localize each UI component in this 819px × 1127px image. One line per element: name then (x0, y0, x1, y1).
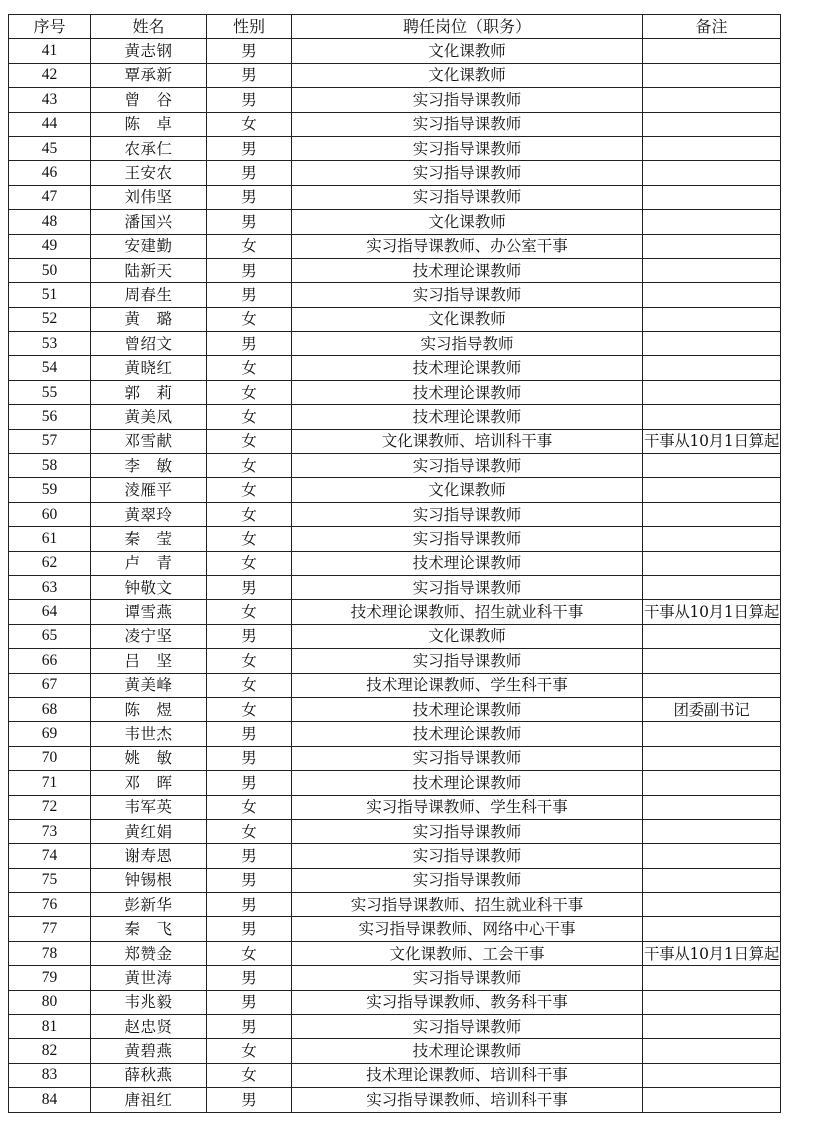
row-index-cell: 59 (9, 478, 91, 502)
row-index-cell: 46 (9, 161, 91, 185)
header-index: 序号 (9, 15, 91, 39)
row-name-cell: 邓 晖 (91, 771, 207, 795)
row-name-cell: 彭新华 (91, 893, 207, 917)
row-index-cell: 67 (9, 673, 91, 697)
row-remark-cell (643, 575, 781, 599)
row-position-cell: 实习指导课教师 (292, 844, 643, 868)
row-name-cell: 黄 璐 (91, 307, 207, 331)
row-remark-cell (643, 1063, 781, 1087)
row-gender-cell: 女 (207, 673, 292, 697)
table-body (9, 39, 781, 1112)
row-position-cell: 技术理论课教师 (292, 722, 643, 746)
row-name-cell: 黄美峰 (91, 673, 207, 697)
row-gender-cell: 男 (207, 283, 292, 307)
row-remark-cell (643, 722, 781, 746)
row-name-cell: 韦世杰 (91, 722, 207, 746)
table-row (9, 600, 781, 624)
row-gender-cell: 女 (207, 600, 292, 624)
row-gender-cell: 男 (207, 258, 292, 282)
row-remark-cell: 干事从10月1日算起 (643, 941, 781, 965)
row-position-cell: 实习指导课教师、网络中心干事 (292, 917, 643, 941)
row-index-cell: 69 (9, 722, 91, 746)
row-name-cell: 吕 坚 (91, 649, 207, 673)
row-name-cell: 淩雁平 (91, 478, 207, 502)
row-index-cell: 47 (9, 185, 91, 209)
row-position-cell: 实习指导课教师 (292, 746, 643, 770)
table-row (9, 990, 781, 1014)
row-name-cell: 黄红娟 (91, 819, 207, 843)
row-name-cell: 赵忠贤 (91, 1015, 207, 1039)
row-position-cell: 实习指导教师 (292, 332, 643, 356)
row-name-cell: 钟锡根 (91, 868, 207, 892)
row-gender-cell: 女 (207, 819, 292, 843)
row-position-cell: 技术理论课教师、学生科干事 (292, 673, 643, 697)
table-row (9, 332, 781, 356)
table-row (9, 185, 781, 209)
row-position-cell: 实习指导课教师 (292, 868, 643, 892)
row-name-cell: 潘国兴 (91, 210, 207, 234)
row-remark-cell (643, 868, 781, 892)
row-name-cell: 黄世涛 (91, 966, 207, 990)
row-gender-cell: 男 (207, 332, 292, 356)
row-position-cell: 实习指导课教师 (292, 502, 643, 526)
row-gender-cell: 男 (207, 771, 292, 795)
row-position-cell: 文化课教师 (292, 63, 643, 87)
row-remark-cell (643, 185, 781, 209)
table-row (9, 1015, 781, 1039)
row-index-cell: 77 (9, 917, 91, 941)
row-remark-cell (643, 39, 781, 63)
table-row (9, 161, 781, 185)
table-row (9, 258, 781, 282)
row-gender-cell: 男 (207, 575, 292, 599)
row-position-cell: 文化课教师、工会干事 (292, 941, 643, 965)
row-remark-cell (643, 893, 781, 917)
row-index-cell: 75 (9, 868, 91, 892)
row-position-cell: 实习指导课教师、招生就业科干事 (292, 893, 643, 917)
row-remark-cell: 干事从10月1日算起 (643, 600, 781, 624)
row-remark-cell: 团委副书记 (643, 697, 781, 721)
row-index-cell: 83 (9, 1063, 91, 1087)
row-position-cell: 文化课教师 (292, 478, 643, 502)
row-remark-cell: 干事从10月1日算起 (643, 429, 781, 453)
table-row (9, 234, 781, 258)
row-gender-cell: 男 (207, 63, 292, 87)
row-index-cell: 55 (9, 380, 91, 404)
row-position-cell: 实习指导课教师 (292, 136, 643, 160)
row-remark-cell (643, 380, 781, 404)
row-remark-cell (643, 527, 781, 551)
row-name-cell: 凌宁坚 (91, 624, 207, 648)
header-gender: 性别 (207, 15, 292, 39)
header-remark: 备注 (643, 15, 781, 39)
row-index-cell: 48 (9, 210, 91, 234)
row-gender-cell: 女 (207, 112, 292, 136)
table-row (9, 63, 781, 87)
row-name-cell: 谢寿恩 (91, 844, 207, 868)
row-remark-cell (643, 136, 781, 160)
row-index-cell: 68 (9, 697, 91, 721)
table-row (9, 39, 781, 63)
row-gender-cell: 女 (207, 234, 292, 258)
row-index-cell: 58 (9, 454, 91, 478)
row-index-cell: 73 (9, 819, 91, 843)
row-remark-cell (643, 88, 781, 112)
table-row (9, 868, 781, 892)
row-gender-cell: 男 (207, 868, 292, 892)
row-name-cell: 郭 莉 (91, 380, 207, 404)
row-name-cell: 谭雪燕 (91, 600, 207, 624)
row-position-cell: 实习指导课教师、办公室干事 (292, 234, 643, 258)
table-row (9, 746, 781, 770)
row-index-cell: 51 (9, 283, 91, 307)
row-gender-cell: 男 (207, 844, 292, 868)
row-index-cell: 50 (9, 258, 91, 282)
row-name-cell: 秦 莹 (91, 527, 207, 551)
table-row (9, 966, 781, 990)
row-index-cell: 54 (9, 356, 91, 380)
table-row (9, 88, 781, 112)
row-gender-cell: 男 (207, 185, 292, 209)
table-row (9, 502, 781, 526)
row-index-cell: 70 (9, 746, 91, 770)
table-header-row (9, 15, 781, 39)
table-row (9, 136, 781, 160)
row-name-cell: 覃承新 (91, 63, 207, 87)
row-name-cell: 黄志钢 (91, 39, 207, 63)
row-gender-cell: 女 (207, 502, 292, 526)
table-row (9, 527, 781, 551)
table-row (9, 307, 781, 331)
staff-roster-table (8, 14, 781, 1113)
row-remark-cell (643, 502, 781, 526)
row-remark-cell (643, 405, 781, 429)
row-remark-cell (643, 649, 781, 673)
row-name-cell: 邓雪献 (91, 429, 207, 453)
header-position: 聘任岗位（职务） (292, 15, 643, 39)
row-index-cell: 43 (9, 88, 91, 112)
row-index-cell: 64 (9, 600, 91, 624)
row-index-cell: 60 (9, 502, 91, 526)
row-remark-cell (643, 161, 781, 185)
table-row (9, 405, 781, 429)
table-row (9, 551, 781, 575)
row-position-cell: 实习指导课教师、学生科干事 (292, 795, 643, 819)
row-index-cell: 63 (9, 575, 91, 599)
row-remark-cell (643, 673, 781, 697)
table-row (9, 210, 781, 234)
row-index-cell: 52 (9, 307, 91, 331)
row-gender-cell: 女 (207, 1063, 292, 1087)
row-index-cell: 66 (9, 649, 91, 673)
row-remark-cell (643, 234, 781, 258)
row-gender-cell: 男 (207, 990, 292, 1014)
row-position-cell: 实习指导课教师 (292, 966, 643, 990)
row-position-cell: 技术理论课教师、培训科干事 (292, 1063, 643, 1087)
row-position-cell: 实习指导课教师、培训科干事 (292, 1088, 643, 1112)
row-remark-cell (643, 210, 781, 234)
row-name-cell: 李 敏 (91, 454, 207, 478)
row-name-cell: 陆新天 (91, 258, 207, 282)
row-index-cell: 56 (9, 405, 91, 429)
row-name-cell: 黄美凤 (91, 405, 207, 429)
row-remark-cell (643, 746, 781, 770)
row-gender-cell: 女 (207, 356, 292, 380)
row-name-cell: 王安农 (91, 161, 207, 185)
row-index-cell: 84 (9, 1088, 91, 1112)
table-row (9, 917, 781, 941)
row-gender-cell: 女 (207, 795, 292, 819)
table-row (9, 649, 781, 673)
row-name-cell: 黄晓红 (91, 356, 207, 380)
row-name-cell: 唐祖红 (91, 1088, 207, 1112)
row-gender-cell: 男 (207, 210, 292, 234)
row-remark-cell (643, 112, 781, 136)
row-name-cell: 郑赞金 (91, 941, 207, 965)
row-position-cell: 文化课教师 (292, 307, 643, 331)
table-row (9, 1063, 781, 1087)
row-remark-cell (643, 478, 781, 502)
row-index-cell: 41 (9, 39, 91, 63)
row-gender-cell: 女 (207, 1039, 292, 1063)
row-gender-cell: 男 (207, 88, 292, 112)
row-gender-cell: 男 (207, 1015, 292, 1039)
row-position-cell: 实习指导课教师 (292, 527, 643, 551)
row-remark-cell (643, 624, 781, 648)
row-gender-cell: 男 (207, 722, 292, 746)
row-name-cell: 农承仁 (91, 136, 207, 160)
table-row (9, 673, 781, 697)
row-position-cell: 技术理论课教师、招生就业科干事 (292, 600, 643, 624)
row-name-cell: 秦 飞 (91, 917, 207, 941)
row-name-cell: 曾 谷 (91, 88, 207, 112)
row-position-cell: 实习指导课教师 (292, 185, 643, 209)
table-row (9, 454, 781, 478)
row-remark-cell (643, 819, 781, 843)
row-name-cell: 黄翠玲 (91, 502, 207, 526)
row-remark-cell (643, 454, 781, 478)
row-name-cell: 刘伟坚 (91, 185, 207, 209)
row-gender-cell: 男 (207, 966, 292, 990)
row-remark-cell (643, 356, 781, 380)
row-gender-cell: 男 (207, 917, 292, 941)
row-gender-cell: 女 (207, 941, 292, 965)
row-remark-cell (643, 966, 781, 990)
row-index-cell: 80 (9, 990, 91, 1014)
row-name-cell: 卢 青 (91, 551, 207, 575)
row-position-cell: 技术理论课教师 (292, 405, 643, 429)
table-row (9, 478, 781, 502)
table-row (9, 356, 781, 380)
row-gender-cell: 女 (207, 307, 292, 331)
row-gender-cell: 男 (207, 746, 292, 770)
row-position-cell: 实习指导课教师 (292, 88, 643, 112)
table-row (9, 380, 781, 404)
row-remark-cell (643, 795, 781, 819)
table-row (9, 893, 781, 917)
row-gender-cell: 女 (207, 405, 292, 429)
table-row (9, 941, 781, 965)
row-position-cell: 实习指导课教师 (292, 649, 643, 673)
row-remark-cell (643, 283, 781, 307)
row-index-cell: 61 (9, 527, 91, 551)
row-gender-cell: 女 (207, 429, 292, 453)
table-row (9, 1088, 781, 1112)
row-remark-cell (643, 844, 781, 868)
row-name-cell: 韦军英 (91, 795, 207, 819)
row-remark-cell (643, 1088, 781, 1112)
row-index-cell: 82 (9, 1039, 91, 1063)
row-position-cell: 技术理论课教师 (292, 551, 643, 575)
row-gender-cell: 男 (207, 161, 292, 185)
table-row (9, 771, 781, 795)
row-position-cell: 技术理论课教师 (292, 1039, 643, 1063)
table-row (9, 1039, 781, 1063)
row-gender-cell: 女 (207, 551, 292, 575)
row-position-cell: 文化课教师、培训科干事 (292, 429, 643, 453)
row-index-cell: 62 (9, 551, 91, 575)
row-index-cell: 45 (9, 136, 91, 160)
row-position-cell: 技术理论课教师 (292, 258, 643, 282)
row-position-cell: 实习指导课教师 (292, 819, 643, 843)
row-position-cell: 文化课教师 (292, 210, 643, 234)
row-remark-cell (643, 551, 781, 575)
row-name-cell: 薛秋燕 (91, 1063, 207, 1087)
row-index-cell: 71 (9, 771, 91, 795)
row-gender-cell: 女 (207, 478, 292, 502)
table-row (9, 429, 781, 453)
row-index-cell: 65 (9, 624, 91, 648)
table-row (9, 112, 781, 136)
row-index-cell: 49 (9, 234, 91, 258)
row-name-cell: 陈 煜 (91, 697, 207, 721)
row-index-cell: 53 (9, 332, 91, 356)
row-index-cell: 81 (9, 1015, 91, 1039)
row-gender-cell: 男 (207, 39, 292, 63)
row-position-cell: 技术理论课教师 (292, 356, 643, 380)
row-remark-cell (643, 332, 781, 356)
row-position-cell: 文化课教师 (292, 39, 643, 63)
table-row (9, 722, 781, 746)
table-row (9, 624, 781, 648)
table-row (9, 819, 781, 843)
row-index-cell: 76 (9, 893, 91, 917)
row-name-cell: 韦兆毅 (91, 990, 207, 1014)
row-remark-cell (643, 1039, 781, 1063)
row-remark-cell (643, 917, 781, 941)
row-gender-cell: 女 (207, 454, 292, 478)
row-name-cell: 黄碧燕 (91, 1039, 207, 1063)
row-index-cell: 74 (9, 844, 91, 868)
row-position-cell: 技术理论课教师 (292, 380, 643, 404)
row-index-cell: 44 (9, 112, 91, 136)
row-index-cell: 42 (9, 63, 91, 87)
row-gender-cell: 男 (207, 624, 292, 648)
row-remark-cell (643, 63, 781, 87)
row-position-cell: 实习指导课教师 (292, 1015, 643, 1039)
row-gender-cell: 男 (207, 136, 292, 160)
row-remark-cell (643, 771, 781, 795)
row-remark-cell (643, 307, 781, 331)
table-row (9, 795, 781, 819)
row-gender-cell: 女 (207, 527, 292, 551)
row-name-cell: 陈 卓 (91, 112, 207, 136)
header-name: 姓名 (91, 15, 207, 39)
row-name-cell: 曾绍文 (91, 332, 207, 356)
row-position-cell: 实习指导课教师 (292, 283, 643, 307)
table-row (9, 697, 781, 721)
row-position-cell: 实习指导课教师 (292, 112, 643, 136)
table-row (9, 283, 781, 307)
row-position-cell: 文化课教师 (292, 624, 643, 648)
row-position-cell: 实习指导课教师 (292, 161, 643, 185)
row-index-cell: 72 (9, 795, 91, 819)
row-name-cell: 姚 敏 (91, 746, 207, 770)
row-name-cell: 钟敬文 (91, 575, 207, 599)
table-row (9, 575, 781, 599)
row-index-cell: 79 (9, 966, 91, 990)
row-gender-cell: 女 (207, 697, 292, 721)
row-remark-cell (643, 258, 781, 282)
row-gender-cell: 男 (207, 893, 292, 917)
row-gender-cell: 女 (207, 649, 292, 673)
row-remark-cell (643, 990, 781, 1014)
row-gender-cell: 女 (207, 380, 292, 404)
row-position-cell: 实习指导课教师 (292, 575, 643, 599)
row-position-cell: 技术理论课教师 (292, 771, 643, 795)
row-gender-cell: 男 (207, 1088, 292, 1112)
row-name-cell: 周春生 (91, 283, 207, 307)
table-row (9, 844, 781, 868)
row-index-cell: 57 (9, 429, 91, 453)
row-position-cell: 实习指导课教师、教务科干事 (292, 990, 643, 1014)
row-name-cell: 安建勤 (91, 234, 207, 258)
row-remark-cell (643, 1015, 781, 1039)
row-position-cell: 技术理论课教师 (292, 697, 643, 721)
row-position-cell: 实习指导课教师 (292, 454, 643, 478)
row-index-cell: 78 (9, 941, 91, 965)
